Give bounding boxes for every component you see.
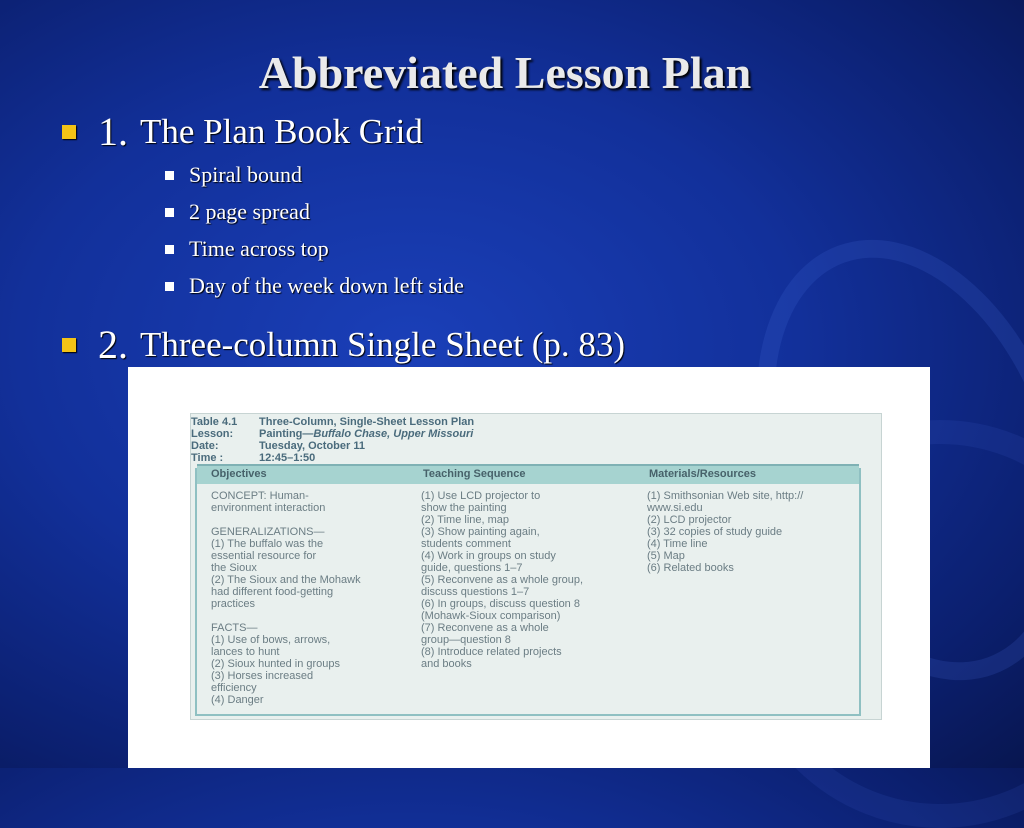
caption-value: Three-Column, Single-Sheet Lesson Plan: [259, 416, 475, 428]
table-line: show the painting: [421, 502, 507, 514]
table-line: (4) Time line: [647, 538, 708, 550]
table-line: (5) Map: [647, 550, 685, 562]
time-value: 12:45–1:50: [259, 452, 316, 464]
table-line: (8) Introduce related projects: [421, 646, 562, 658]
sub-bullet-text: 2 page spread: [189, 199, 310, 224]
table-line: students comment: [421, 538, 511, 550]
table-line: the Sioux: [211, 562, 257, 574]
table-line: (1) The buffalo was the: [211, 538, 324, 550]
table-line: (1) Smithsonian Web site, http://: [647, 490, 804, 502]
table-line: had different food-getting: [211, 586, 334, 598]
lesson-prefix: Painting—: [259, 428, 314, 440]
column-header-objectives: Objectives: [211, 468, 267, 480]
table-line: (3) Horses increased: [211, 670, 314, 682]
bullet-text: Three-column Single Sheet (p. 83): [140, 324, 626, 364]
table-line: (1) Use of bows, arrows,: [211, 634, 331, 646]
sub-bullet-icon: [165, 171, 174, 180]
sub-bullet-icon: [165, 282, 174, 291]
sub-bullet: [165, 273, 464, 299]
sub-bullet-text: Spiral bound: [189, 162, 303, 187]
bullet-number: 2.: [98, 322, 128, 367]
table-columns: [195, 468, 861, 716]
sub-bullet-text: Time across top: [189, 236, 329, 261]
table-line: (6) In groups, discuss question 8: [421, 598, 580, 610]
table-line: (Mohawk-Sioux comparison): [421, 610, 561, 622]
table-line: [211, 610, 361, 622]
table-line: CONCEPT: Human-: [211, 490, 309, 502]
table-line: group—question 8: [421, 634, 511, 646]
table-line: essential resource for: [211, 550, 317, 562]
table-line: www.si.edu: [647, 502, 703, 514]
table-line: (2) Sioux hunted in groups: [211, 658, 341, 670]
table-line: (3) Show painting again,: [421, 526, 540, 538]
caption-key: Table 4.1: [191, 416, 238, 428]
bullet-square-icon: [62, 125, 76, 139]
sequence-column: [421, 490, 583, 670]
bullet-1: [62, 108, 423, 155]
objectives-column: [211, 490, 361, 706]
table-line: (2) The Sioux and the Mohawk: [211, 574, 361, 586]
materials-column: [647, 490, 803, 574]
table-line: [211, 514, 361, 526]
table-line: and books: [421, 658, 472, 670]
bullet-square-icon: [62, 338, 76, 352]
table-line: lances to hunt: [211, 646, 280, 658]
table-line: (1) Use LCD projector to: [421, 490, 541, 502]
lesson-key: Lesson:: [191, 428, 234, 440]
column-header-materials: Materials/Resources: [649, 468, 756, 480]
sub-bullet: [165, 236, 329, 262]
table-line: (3) 32 copies of study guide: [647, 526, 783, 538]
column-header-row: [197, 464, 859, 484]
table-line: (7) Reconvene as a whole: [421, 622, 549, 634]
table-line: GENERALIZATIONS—: [211, 526, 325, 538]
date-key: Date:: [191, 440, 219, 452]
column-header-sequence: Teaching Sequence: [423, 468, 526, 480]
lesson-title: Buffalo Chase, Upper Missouri: [313, 428, 474, 440]
slide-title: Abbreviated Lesson Plan: [258, 47, 752, 98]
table-line: (6) Related books: [647, 562, 734, 574]
sub-bullet-icon: [165, 208, 174, 217]
table-line: practices: [211, 598, 256, 610]
bullet-2: [62, 321, 625, 368]
sub-bullet: [165, 199, 310, 225]
table-line: FACTS—: [211, 622, 258, 634]
sub-bullet: [165, 162, 302, 188]
table-line: discuss questions 1–7: [421, 586, 530, 598]
lesson-plan-table: [190, 413, 882, 720]
table-line: (2) LCD projector: [647, 514, 732, 526]
table-line: (4) Danger: [211, 694, 264, 706]
bullet-number: 1.: [98, 109, 128, 154]
table-line: efficiency: [211, 682, 257, 694]
time-key: Time :: [191, 452, 224, 464]
sub-bullet-text: Day of the week down left side: [189, 273, 464, 298]
table-header-block: [191, 416, 474, 464]
date-value: Tuesday, October 11: [259, 440, 365, 452]
table-line: (2) Time line, map: [421, 514, 510, 526]
bullet-text: The Plan Book Grid: [140, 111, 423, 151]
table-line: environment interaction: [211, 502, 326, 514]
table-line: (5) Reconvene as a whole group,: [421, 574, 584, 586]
lesson-plan-image: [128, 367, 930, 768]
table-line: (4) Work in groups on study: [421, 550, 556, 562]
sub-bullet-icon: [165, 245, 174, 254]
table-line: guide, questions 1–7: [421, 562, 523, 574]
